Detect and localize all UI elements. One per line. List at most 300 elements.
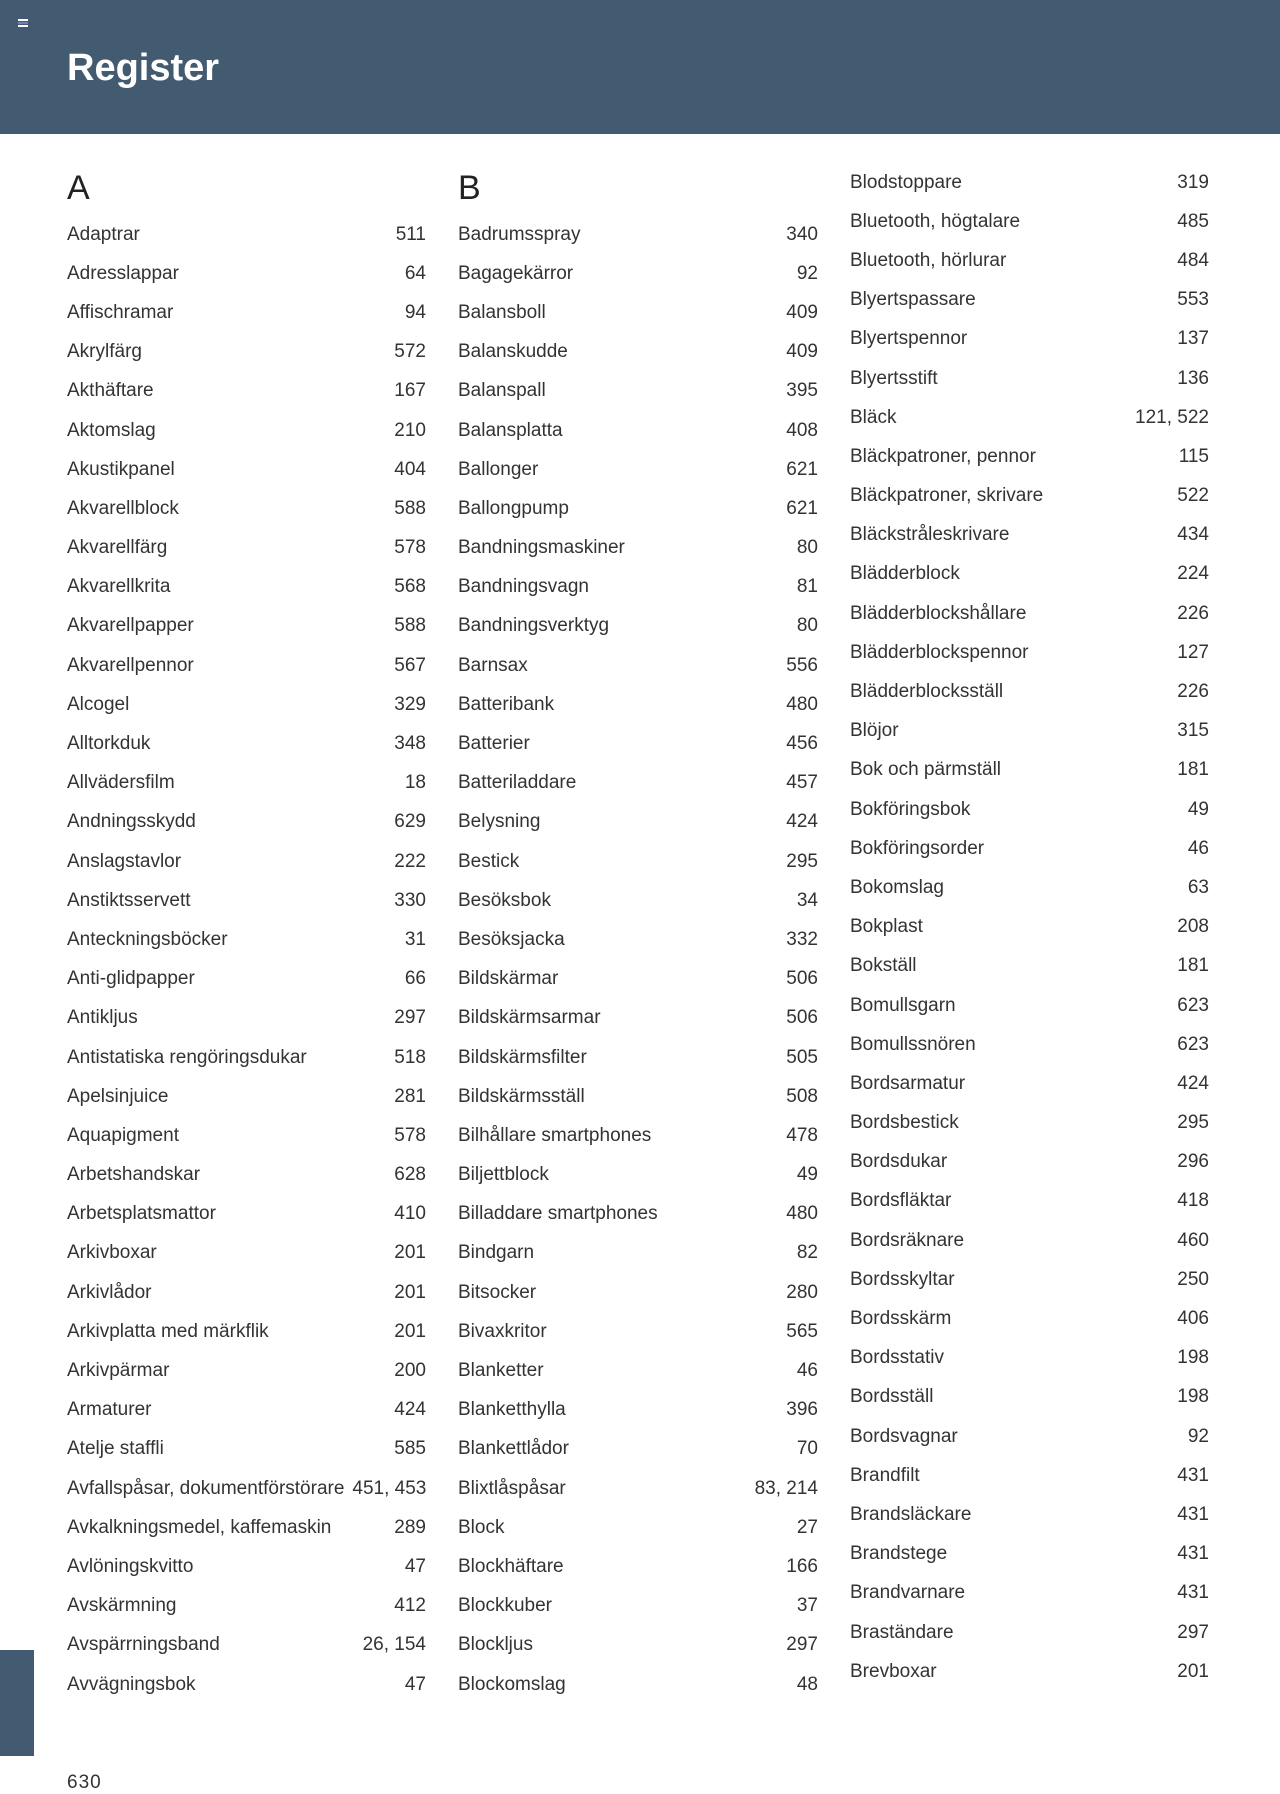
index-term: Bildskärmsställ xyxy=(458,1085,585,1107)
index-page-ref: 556 xyxy=(786,654,818,676)
index-entry xyxy=(67,685,426,724)
index-entry xyxy=(850,1221,1209,1260)
index-term: Aquapigment xyxy=(67,1124,179,1146)
index-page-ref: 81 xyxy=(796,576,818,598)
index-term: Bitsocker xyxy=(458,1281,537,1303)
index-term: Block xyxy=(458,1516,505,1538)
index-entry xyxy=(67,1469,426,1508)
index-term: Brandfilt xyxy=(850,1464,920,1486)
index-entry xyxy=(458,1508,818,1547)
index-entry xyxy=(458,764,818,803)
index-page-ref: 34 xyxy=(796,889,818,911)
index-page-ref: 281 xyxy=(394,1085,426,1107)
index-page-ref: 83, 214 xyxy=(754,1477,818,1499)
index-page-ref: 198 xyxy=(1177,1386,1209,1408)
index-entry xyxy=(458,1665,818,1704)
index-entry xyxy=(458,724,818,763)
index-entry xyxy=(458,1626,818,1665)
index-entry xyxy=(67,803,426,842)
index-entry xyxy=(458,1234,818,1273)
index-page-ref: 518 xyxy=(394,1046,426,1068)
index-entry xyxy=(850,672,1209,711)
index-term: Braständare xyxy=(850,1621,954,1643)
index-term: Ballongpump xyxy=(458,497,569,519)
index-term: Adaptrar xyxy=(67,223,140,245)
index-page-ref: 424 xyxy=(394,1399,426,1421)
index-entry xyxy=(67,1116,426,1155)
index-entry xyxy=(458,333,818,372)
index-page-ref: 456 xyxy=(786,733,818,755)
index-entry xyxy=(67,607,426,646)
index-term: Blixtlåspåsar xyxy=(458,1477,566,1499)
index-term: Bordsvagnar xyxy=(850,1425,958,1447)
index-term: Bilhållare smartphones xyxy=(458,1124,652,1146)
index-entry xyxy=(850,437,1209,476)
index-page-ref: 226 xyxy=(1177,602,1209,624)
index-page-ref: 94 xyxy=(404,301,426,323)
index-term: Bordsstativ xyxy=(850,1347,944,1369)
index-entry xyxy=(850,1456,1209,1495)
index-term: Blyertsstift xyxy=(850,367,938,389)
index-term: Ballonger xyxy=(458,458,539,480)
index-term: Alcogel xyxy=(67,693,130,715)
index-term: Blankettlådor xyxy=(458,1438,569,1460)
index-entry xyxy=(850,751,1209,790)
index-page-ref: 47 xyxy=(404,1673,426,1695)
index-term: Bordsställ xyxy=(850,1386,934,1408)
index-entry xyxy=(850,555,1209,594)
index-entry xyxy=(67,568,426,607)
index-entry xyxy=(67,1195,426,1234)
index-page-ref: 295 xyxy=(1177,1112,1209,1134)
index-entry xyxy=(67,333,426,372)
index-entry xyxy=(850,398,1209,437)
index-entry xyxy=(67,489,426,528)
index-page-ref: 137 xyxy=(1177,328,1209,350)
index-page-ref: 46 xyxy=(1187,837,1209,859)
index-page-ref: 18 xyxy=(404,772,426,794)
index-term: Bagagekärror xyxy=(458,262,574,284)
index-term: Blädderblockshållare xyxy=(850,602,1027,624)
index-term: Badrumsspray xyxy=(458,223,581,245)
index-term: Bluetooth, hörlurar xyxy=(850,249,1007,271)
index-entry xyxy=(458,489,818,528)
index-entry xyxy=(458,1469,818,1508)
index-term: Akthäftare xyxy=(67,380,154,402)
index-term: Blöjor xyxy=(850,720,899,742)
index-page-ref: 70 xyxy=(796,1438,818,1460)
index-term: Akvarellpennor xyxy=(67,654,194,676)
index-page-ref: 280 xyxy=(786,1281,818,1303)
index-entry xyxy=(850,1143,1209,1182)
index-entry xyxy=(850,868,1209,907)
index-page-ref: 297 xyxy=(786,1634,818,1656)
index-page-ref: 297 xyxy=(1177,1621,1209,1643)
index-page-ref: 26, 154 xyxy=(362,1634,426,1656)
index-term: Brandstege xyxy=(850,1543,948,1565)
index-page-ref: 424 xyxy=(1177,1072,1209,1094)
index-term: Arkivboxar xyxy=(67,1242,157,1264)
index-term: Balanskudde xyxy=(458,341,568,363)
index-term: Bandningsmaskiner xyxy=(458,537,625,559)
index-entry xyxy=(850,1104,1209,1143)
index-page-ref: 115 xyxy=(1178,445,1209,467)
index-term: Bordsbestick xyxy=(850,1112,959,1134)
index-page-ref: 92 xyxy=(796,262,818,284)
index-page-ref: 329 xyxy=(394,693,426,715)
index-entry xyxy=(67,372,426,411)
index-page-ref: 553 xyxy=(1177,289,1209,311)
index-entry xyxy=(67,293,426,332)
index-term: Anti-glidpapper xyxy=(67,968,195,990)
index-term: Arkivlådor xyxy=(67,1281,152,1303)
index-page-ref: 485 xyxy=(1177,210,1209,232)
index-term: Bläckpatroner, pennor xyxy=(850,445,1036,467)
index-entry xyxy=(458,881,818,920)
index-page-ref: 408 xyxy=(786,419,818,441)
index-page-ref: 200 xyxy=(394,1360,426,1382)
index-entry xyxy=(458,411,818,450)
index-entry xyxy=(850,477,1209,516)
index-term: Arkivpärmar xyxy=(67,1360,170,1382)
index-entry xyxy=(850,1182,1209,1221)
index-page-ref: 121, 522 xyxy=(1135,406,1209,428)
index-page-ref: 250 xyxy=(1177,1268,1209,1290)
index-page-ref: 201 xyxy=(394,1242,426,1264)
section-letter: A xyxy=(67,169,90,207)
index-term: Bokomslag xyxy=(850,876,944,898)
index-page-ref: 319 xyxy=(1177,171,1209,193)
index-entry xyxy=(67,724,426,763)
index-page-ref: 478 xyxy=(786,1124,818,1146)
index-entry xyxy=(850,1417,1209,1456)
index-entry xyxy=(67,254,426,293)
index-term: Akvarellkrita xyxy=(67,576,171,598)
index-term: Blanketthylla xyxy=(458,1399,566,1421)
index-page-ref: 297 xyxy=(394,1007,426,1029)
index-term: Akvarellpapper xyxy=(67,615,194,637)
index-entry xyxy=(67,1508,426,1547)
index-term: Blädderblock xyxy=(850,563,960,585)
index-term: Avspärrningsband xyxy=(67,1634,220,1656)
index-entry xyxy=(67,1156,426,1195)
index-term: Avlöningskvitto xyxy=(67,1555,194,1577)
index-page-ref: 568 xyxy=(394,576,426,598)
index-entry xyxy=(458,1351,818,1390)
index-term: Akrylfärg xyxy=(67,341,142,363)
index-page-ref: 208 xyxy=(1177,916,1209,938)
index-entry xyxy=(458,607,818,646)
index-term: Atelje staffli xyxy=(67,1438,164,1460)
index-entry xyxy=(850,908,1209,947)
index-entry xyxy=(67,529,426,568)
index-entry xyxy=(458,1195,818,1234)
index-term: Besöksbok xyxy=(458,889,551,911)
index-page-ref: 505 xyxy=(786,1046,818,1068)
index-page-ref: 404 xyxy=(394,458,426,480)
index-entry xyxy=(850,1025,1209,1064)
index-term: Bandningsverktyg xyxy=(458,615,610,637)
index-page-ref: 588 xyxy=(394,497,426,519)
index-page-ref: 226 xyxy=(1177,681,1209,703)
index-page-ref: 409 xyxy=(786,341,818,363)
page-number: 630 xyxy=(67,1772,102,1793)
index-page-ref: 431 xyxy=(1177,1582,1209,1604)
index-term: Bandningsvagn xyxy=(458,576,589,598)
index-term: Blädderblockspennor xyxy=(850,641,1029,663)
index-entry xyxy=(67,1587,426,1626)
index-page-ref: 431 xyxy=(1177,1503,1209,1525)
index-page-ref: 588 xyxy=(394,615,426,637)
index-page-ref: 431 xyxy=(1177,1464,1209,1486)
index-term: Andningsskydd xyxy=(67,811,196,833)
index-term: Arbetsplatsmattor xyxy=(67,1203,216,1225)
index-term: Brandsläckare xyxy=(850,1503,972,1525)
index-page-ref: 49 xyxy=(1187,798,1209,820)
side-tab xyxy=(0,1650,34,1756)
index-page-ref: 418 xyxy=(1177,1190,1209,1212)
index-term: Bindgarn xyxy=(458,1242,535,1264)
index-term: Akustikpanel xyxy=(67,458,175,480)
index-term: Blockljus xyxy=(458,1634,533,1656)
page-header xyxy=(0,0,1280,134)
index-page-ref: 340 xyxy=(786,223,818,245)
index-page-ref: 201 xyxy=(394,1320,426,1342)
index-term: Balansboll xyxy=(458,301,546,323)
index-term: Bordsräknare xyxy=(850,1229,965,1251)
index-term: Anteckningsböcker xyxy=(67,928,228,950)
index-term: Bläckstråleskrivare xyxy=(850,524,1010,546)
index-entry xyxy=(67,1391,426,1430)
index-entry xyxy=(850,1652,1209,1691)
index-term: Avfallspåsar, dokumentförstörare xyxy=(67,1477,345,1499)
index-term: Anslagstavlor xyxy=(67,850,182,872)
index-page-ref: 434 xyxy=(1177,524,1209,546)
index-entry xyxy=(850,829,1209,868)
index-term: Bestick xyxy=(458,850,520,872)
index-term: Bomullssnören xyxy=(850,1033,976,1055)
index-entry xyxy=(850,202,1209,241)
index-page-ref: 585 xyxy=(394,1438,426,1460)
index-term: Biljettblock xyxy=(458,1164,549,1186)
index-term: Besöksjacka xyxy=(458,928,565,950)
index-term: Blyertspassare xyxy=(850,289,976,311)
index-entry xyxy=(458,1391,818,1430)
index-term: Balansplatta xyxy=(458,419,563,441)
index-term: Bordsarmatur xyxy=(850,1072,966,1094)
page-title: Register xyxy=(67,47,220,89)
section-letter: B xyxy=(458,169,481,207)
index-page-ref: 451, 453 xyxy=(352,1477,427,1499)
index-entry xyxy=(458,215,818,254)
index-page-ref: 31 xyxy=(404,928,426,950)
index-term: Bokföringsbok xyxy=(850,798,971,820)
index-page-ref: 480 xyxy=(786,693,818,715)
index-entry xyxy=(458,803,818,842)
index-page-ref: 395 xyxy=(786,380,818,402)
index-entry xyxy=(458,254,818,293)
index-entry xyxy=(850,947,1209,986)
index-entry xyxy=(850,241,1209,280)
index-entry xyxy=(67,920,426,959)
index-entry xyxy=(67,1351,426,1390)
index-page-ref: 201 xyxy=(394,1281,426,1303)
index-page-ref: 46 xyxy=(796,1360,818,1382)
index-entry xyxy=(850,1378,1209,1417)
index-term: Batteribank xyxy=(458,693,555,715)
index-entry xyxy=(458,920,818,959)
index-column-b xyxy=(458,160,818,1704)
index-entry xyxy=(458,999,818,1038)
index-term: Bildskärmsarmar xyxy=(458,1007,601,1029)
index-entry xyxy=(850,1260,1209,1299)
index-term: Akvarellfärg xyxy=(67,537,168,559)
index-term: Bordsskyltar xyxy=(850,1268,955,1290)
index-term: Bordsfläktar xyxy=(850,1190,952,1212)
index-page-ref: 484 xyxy=(1177,249,1209,271)
index-page-ref: 127 xyxy=(1177,641,1209,663)
index-term: Antikljus xyxy=(67,1007,138,1029)
index-term: Bok och pärmställ xyxy=(850,759,1002,781)
index-page-ref: 224 xyxy=(1177,563,1209,585)
index-entry xyxy=(850,320,1209,359)
index-entry xyxy=(850,1299,1209,1338)
index-entry xyxy=(458,293,818,332)
index-page-ref: 621 xyxy=(786,458,818,480)
index-column-c xyxy=(850,163,1209,1691)
index-page-ref: 623 xyxy=(1177,1033,1209,1055)
index-entry xyxy=(850,516,1209,555)
index-entry xyxy=(67,764,426,803)
index-page-ref: 457 xyxy=(786,772,818,794)
index-term: Avvägningsbok xyxy=(67,1673,196,1695)
index-term: Akvarellblock xyxy=(67,497,179,519)
index-page-ref: 578 xyxy=(394,537,426,559)
index-page-ref: 508 xyxy=(786,1085,818,1107)
index-term: Blädderblocksställ xyxy=(850,681,1004,703)
index-term: Bokplast xyxy=(850,916,923,938)
index-page-ref: 66 xyxy=(404,968,426,990)
index-entry xyxy=(458,529,818,568)
index-term: Belysning xyxy=(458,811,541,833)
index-page-ref: 565 xyxy=(786,1320,818,1342)
index-page-ref: 506 xyxy=(786,1007,818,1029)
index-term: Balanspall xyxy=(458,380,546,402)
index-entry xyxy=(458,1077,818,1116)
index-page-ref: 37 xyxy=(796,1595,818,1617)
index-page-ref: 63 xyxy=(1187,876,1209,898)
index-entry xyxy=(458,568,818,607)
index-entry xyxy=(850,1535,1209,1574)
index-entry xyxy=(850,1574,1209,1613)
index-entry xyxy=(67,881,426,920)
index-entry xyxy=(67,1038,426,1077)
index-term: Brevboxar xyxy=(850,1660,937,1682)
index-entry xyxy=(67,1234,426,1273)
index-entry xyxy=(458,1312,818,1351)
index-page-ref: 511 xyxy=(395,223,426,245)
index-page-ref: 222 xyxy=(394,850,426,872)
index-page-ref: 82 xyxy=(796,1242,818,1264)
index-page-ref: 166 xyxy=(786,1555,818,1577)
index-entry xyxy=(67,450,426,489)
index-entry xyxy=(67,842,426,881)
index-entry xyxy=(458,450,818,489)
index-entry xyxy=(67,1077,426,1116)
index-term: Anstiktsservett xyxy=(67,889,191,911)
index-page-ref: 522 xyxy=(1177,485,1209,507)
index-entry xyxy=(458,1430,818,1469)
index-page-ref: 506 xyxy=(786,968,818,990)
index-page-ref: 628 xyxy=(394,1164,426,1186)
index-entry xyxy=(67,1626,426,1665)
index-term: Bivaxkritor xyxy=(458,1320,547,1342)
index-term: Blockkuber xyxy=(458,1595,552,1617)
index-term: Bokföringsorder xyxy=(850,837,985,859)
index-entry xyxy=(850,594,1209,633)
index-term: Blockhäftare xyxy=(458,1555,564,1577)
index-term: Bomullsgarn xyxy=(850,994,956,1016)
index-entry xyxy=(67,960,426,999)
index-entry xyxy=(458,372,818,411)
index-entry xyxy=(458,646,818,685)
index-page-ref: 136 xyxy=(1177,367,1209,389)
index-entry xyxy=(67,411,426,450)
index-term: Arbetshandskar xyxy=(67,1164,201,1186)
index-term: Antistatiska rengöringsdukar xyxy=(67,1046,307,1068)
index-entry xyxy=(458,960,818,999)
index-term: Blockomslag xyxy=(458,1673,566,1695)
index-term: Armaturer xyxy=(67,1399,152,1421)
index-term: Blodstoppare xyxy=(850,171,962,193)
index-page-ref: 572 xyxy=(394,341,426,363)
index-entry xyxy=(67,1547,426,1586)
index-term: Affischramar xyxy=(67,301,174,323)
index-page-ref: 578 xyxy=(394,1124,426,1146)
index-term: Avskärmning xyxy=(67,1595,177,1617)
index-page-ref: 431 xyxy=(1177,1543,1209,1565)
index-entry xyxy=(850,1339,1209,1378)
index-page-ref: 348 xyxy=(394,733,426,755)
index-term: Brandvarnare xyxy=(850,1582,966,1604)
index-page-ref: 167 xyxy=(394,380,426,402)
index-page-ref: 181 xyxy=(1177,955,1209,977)
index-term: Bildskärmsfilter xyxy=(458,1046,587,1068)
index-term: Bläckpatroner, skrivare xyxy=(850,485,1044,507)
index-term: Billaddare smartphones xyxy=(458,1203,658,1225)
index-entry xyxy=(458,842,818,881)
index-page-ref: 80 xyxy=(796,537,818,559)
index-term: Adresslappar xyxy=(67,262,179,284)
index-entry xyxy=(67,1430,426,1469)
index-page-ref: 567 xyxy=(394,654,426,676)
index-page-ref: 330 xyxy=(394,889,426,911)
index-entry xyxy=(850,712,1209,751)
index-term: Aktomslag xyxy=(67,419,156,441)
index-page-ref: 210 xyxy=(394,419,426,441)
index-page-ref: 410 xyxy=(394,1203,426,1225)
index-term: Apelsinjuice xyxy=(67,1085,169,1107)
index-page-ref: 47 xyxy=(404,1555,426,1577)
index-entry xyxy=(850,790,1209,829)
index-page-ref: 406 xyxy=(1177,1308,1209,1330)
index-term: Batterier xyxy=(458,733,530,755)
index-entry xyxy=(67,646,426,685)
menu-icon[interactable] xyxy=(18,19,28,27)
index-entry xyxy=(67,1273,426,1312)
index-page-ref: 64 xyxy=(404,262,426,284)
index-entry xyxy=(67,1312,426,1351)
